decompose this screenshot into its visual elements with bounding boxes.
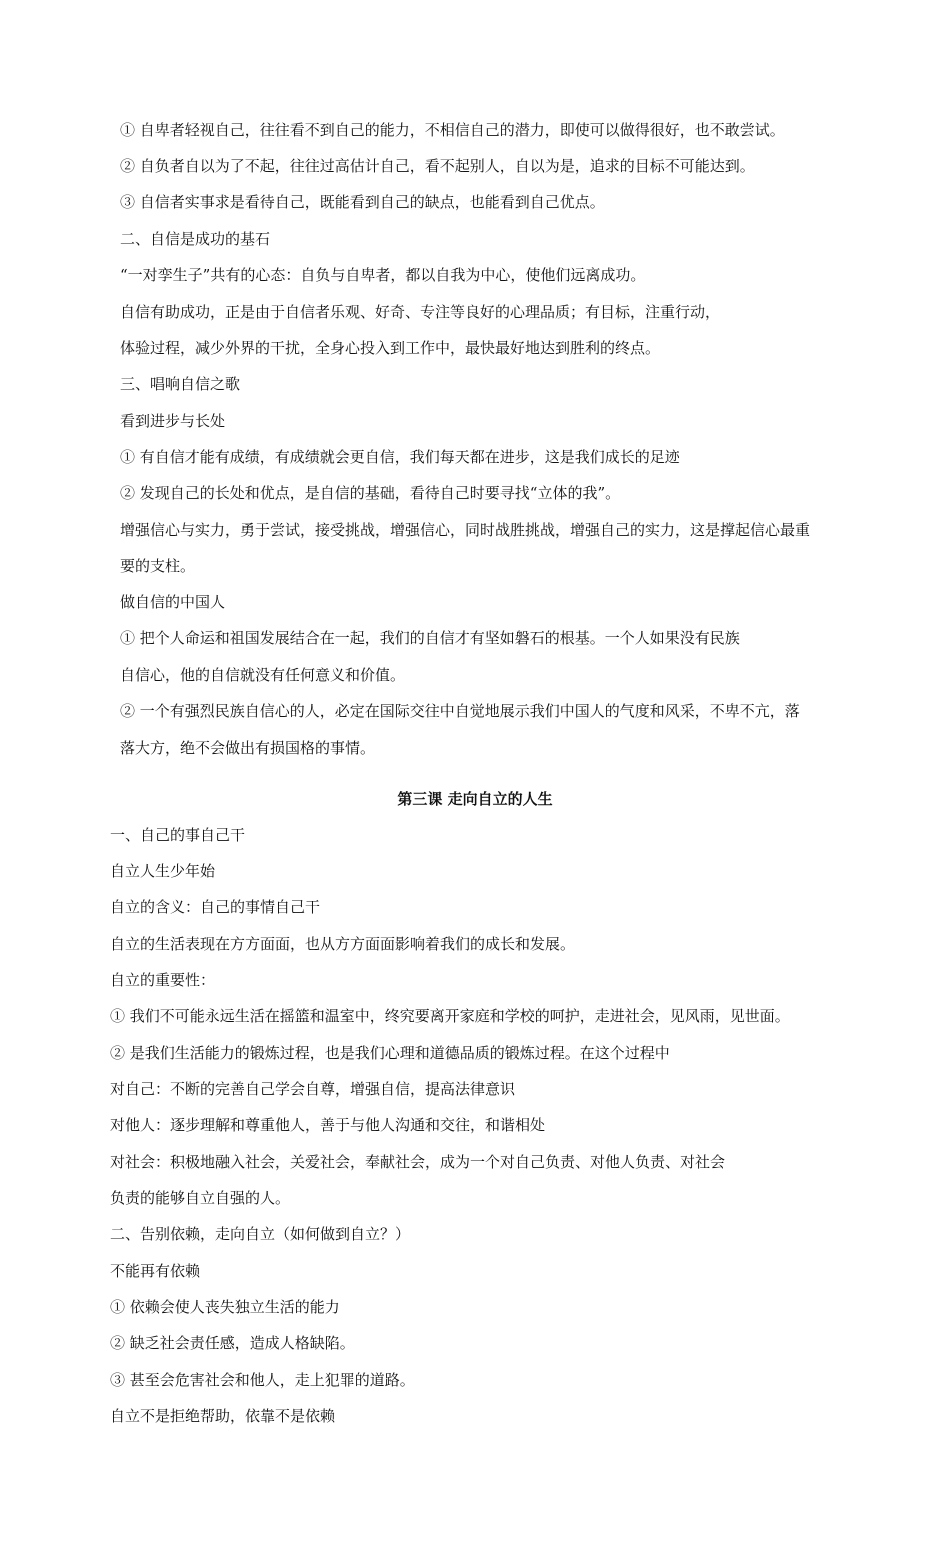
paragraph-line: ① 依赖会使人丧失独立生活的能力 xyxy=(110,1298,340,1316)
paragraph-line: 自立的含义：自己的事情自己干 xyxy=(110,898,321,916)
paragraph-line: ② 自负者自以为了不起，往往过高估计自己，看不起别人，自以为是，追求的目标不可能达到。 xyxy=(120,157,755,175)
paragraph-line: ② 缺乏社会责任感，造成人格缺陷。 xyxy=(110,1334,355,1352)
paragraph-line: 自立不是拒绝帮助，依靠不是依赖 xyxy=(110,1407,336,1425)
subheading: 看到进步与长处 xyxy=(120,412,226,430)
paragraph-line: ② 一个有强烈民族自信心的人，必定在国际交往中自觉地展示我们中国人的气度和风采，不卑不亢，落 xyxy=(120,702,800,720)
paragraph-line: 要的支柱。 xyxy=(120,557,196,575)
paragraph-line: ② 是我们生活能力的锻炼过程，也是我们心理和道德品质的锻炼过程。在这个过程中 xyxy=(110,1044,670,1062)
section-heading: 二、自信是成功的基石 xyxy=(120,230,271,248)
paragraph-line: 自信有助成功，正是由于自信者乐观、好奇、专注等良好的心理品质；有目标，注重行动， xyxy=(120,303,721,321)
paragraph-line: ① 自卑者轻视自己，往往看不到自己的能力，不相信自己的潜力，即使可以做得很好，也不敢尝试。 xyxy=(120,121,785,139)
paragraph-line: “一对孪生子”共有的心态：自负与自卑者，都以自我为中心，使他们远离成功。 xyxy=(120,266,646,284)
paragraph-line: 自立的生活表现在方方面面，也从方方面面影响着我们的成长和发展。 xyxy=(110,935,576,953)
paragraph-line: 对社会：积极地融入社会，关爱社会，奉献社会，成为一个对自己负责、对他人负责、对社会 xyxy=(110,1153,726,1171)
paragraph-line: 增强信心与实力，勇于尝试，接受挑战，增强信心，同时战胜挑战，增强自己的实力，这是撑起信心最重 xyxy=(120,521,811,539)
paragraph-line: 对自己：不断的完善自己学会自尊，增强自信，提高法律意识 xyxy=(110,1080,516,1098)
paragraph-line: 对他人：逐步理解和尊重他人，善于与他人沟通和交往，和谐相处 xyxy=(110,1116,546,1134)
paragraph-line: 负责的能够自立自强的人。 xyxy=(110,1189,291,1207)
subheading: 做自信的中国人 xyxy=(120,593,226,611)
subheading: 自立人生少年始 xyxy=(110,862,216,880)
paragraph-line: ① 把个人命运和祖国发展结合在一起，我们的自信才有坚如磐石的根基。一个人如果没有民族 xyxy=(120,629,740,647)
paragraph-line: 自信心，他的自信就没有任何意义和价值。 xyxy=(120,666,406,684)
section-heading: 三、唱响自信之歌 xyxy=(120,375,241,393)
section-heading: 一、自己的事自己干 xyxy=(110,826,246,844)
paragraph-line: ③ 自信者实事求是看待自己，既能看到自己的缺点，也能看到自己优点。 xyxy=(120,193,605,211)
lesson-title: 第三课 走向自立的人生 xyxy=(397,790,553,808)
paragraph-line: ① 有自信才能有成绩，有成绩就会更自信，我们每天都在进步，这是我们成长的足迹 xyxy=(120,448,680,466)
subheading: 不能再有依赖 xyxy=(110,1262,201,1280)
paragraph-line: 落大方，绝不会做出有损国格的事情。 xyxy=(120,739,376,757)
section-heading: 二、告别依赖，走向自立（如何做到自立？） xyxy=(110,1225,411,1243)
paragraph-line: 体验过程，减少外界的干扰，全身心投入到工作中，最快最好地达到胜利的终点。 xyxy=(120,339,661,357)
paragraph-line: 自立的重要性： xyxy=(110,971,216,989)
paragraph-line: ③ 甚至会危害社会和他人，走上犯罪的道路。 xyxy=(110,1371,415,1389)
paragraph-line: ① 我们不可能永远生活在摇篮和温室中，终究要离开家庭和学校的呵护，走进社会，见风雨，见世面。 xyxy=(110,1007,790,1025)
paragraph-line: ② 发现自己的长处和优点，是自信的基础，看待自己时要寻找“立体的我”。 xyxy=(120,484,621,502)
